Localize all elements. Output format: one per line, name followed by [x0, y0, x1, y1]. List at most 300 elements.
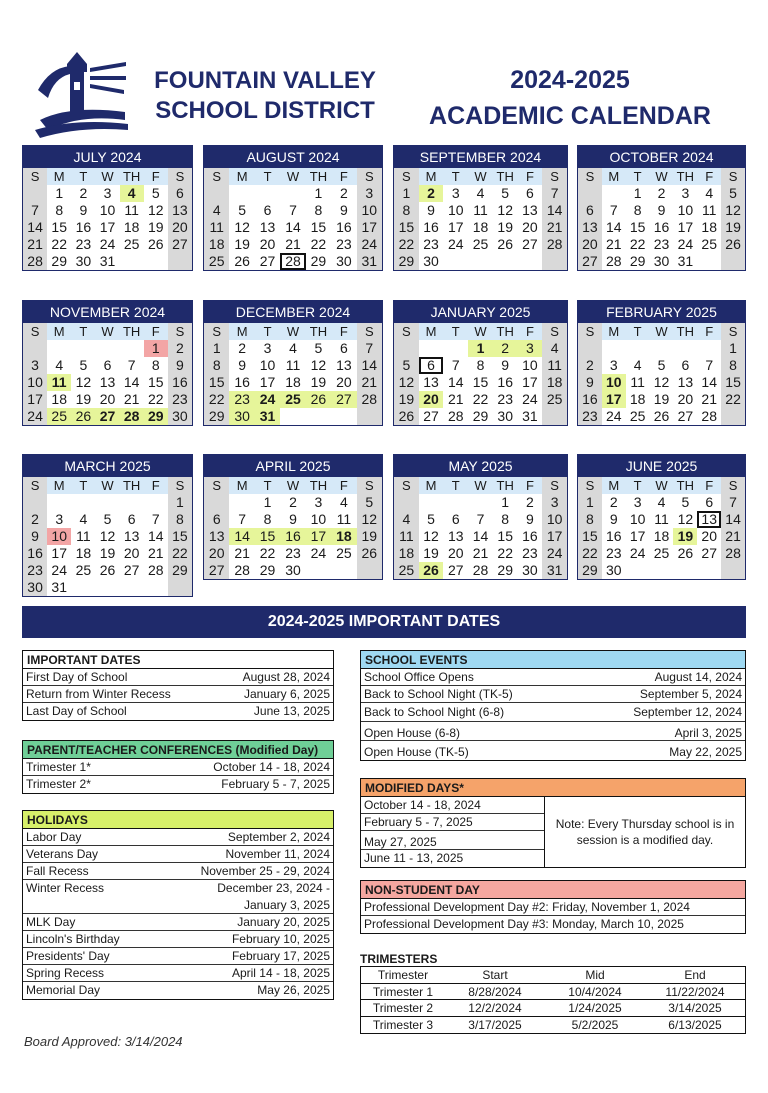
day-cell: 11 — [47, 374, 71, 391]
table-cell: Trimester 2 — [372, 1001, 434, 1015]
day-cell: 2 — [168, 340, 192, 357]
day-cell — [721, 253, 745, 270]
weekday-header — [204, 477, 382, 494]
day-cell: 16 — [23, 545, 47, 562]
month-calendar — [393, 454, 568, 580]
day-cell: 29 — [204, 408, 229, 425]
day-cell: 19 — [497, 219, 513, 235]
day-cell: 23 — [605, 545, 622, 561]
week-row — [578, 511, 745, 528]
row-label: Professional Development Day #2: Friday, November 1, 2024 — [364, 900, 690, 914]
day-cell: 23 — [168, 391, 192, 408]
day-cell: 15 — [472, 374, 489, 390]
weekday-label: F — [331, 477, 356, 494]
day-cell: 25 — [280, 391, 305, 408]
day-cell: 25 — [472, 236, 489, 252]
week-row — [23, 408, 192, 425]
weekday-label: S — [394, 168, 419, 185]
weekday-label: W — [280, 477, 305, 494]
weekday-label: T — [626, 477, 650, 494]
weekday-label: M — [229, 168, 254, 185]
weekday-label: TH — [120, 323, 144, 340]
day-cell: 14 — [357, 357, 382, 374]
week-row — [23, 545, 192, 562]
day-cell: 31 — [357, 253, 382, 270]
day-cell: 5 — [501, 185, 510, 201]
day-cell: 29 — [259, 562, 276, 578]
week-row — [23, 528, 192, 545]
day-cell: 23 — [497, 391, 513, 407]
day-cell: 28 — [447, 408, 464, 424]
day-cell: 24 — [51, 562, 67, 578]
table-row — [361, 916, 745, 933]
day-cell: 4 — [204, 202, 229, 219]
week-row — [578, 374, 745, 391]
day-cell: 11 — [630, 374, 645, 390]
day-cell: 25 — [75, 562, 92, 578]
day-cell: 9 — [289, 511, 297, 527]
day-cell: 3 — [23, 357, 47, 374]
weekday-label: T — [443, 323, 468, 340]
table-row — [361, 722, 745, 741]
day-cell: 14 — [701, 374, 717, 390]
day-cell: 19 — [147, 219, 164, 235]
day-cell: 31 — [99, 253, 116, 269]
day-cell: 20 — [259, 236, 276, 252]
day-cell — [71, 579, 95, 596]
day-cell: 6 — [705, 494, 714, 510]
day-cell: 16 — [234, 374, 250, 390]
day-cell: 18 — [472, 219, 489, 235]
day-cell: 16 — [280, 528, 305, 545]
day-cell: 24 — [447, 236, 464, 252]
weekday-label: W — [95, 168, 119, 185]
table-cell: Trimester 3 — [372, 1017, 434, 1032]
row-date: September 2, 2024 — [227, 830, 330, 844]
day-cell: 31 — [255, 408, 280, 425]
day-cell: 2 — [23, 511, 47, 528]
day-cell: 14 — [229, 528, 254, 545]
weekday-label: TH — [493, 477, 518, 494]
week-row — [578, 528, 745, 545]
month-title: JANUARY 2025 — [394, 301, 567, 323]
day-cell: 9 — [526, 511, 534, 527]
day-cell: 27 — [447, 562, 464, 578]
table-row — [361, 741, 745, 760]
day-cell: 20 — [677, 391, 694, 407]
day-cell: 4 — [339, 494, 348, 510]
weekday-label: W — [650, 168, 674, 185]
day-cell: 1 — [633, 185, 642, 201]
day-cell — [721, 562, 745, 579]
weekday-label: T — [71, 168, 95, 185]
weekday-header — [204, 168, 382, 185]
weekday-label: T — [255, 168, 280, 185]
column-header: End — [684, 968, 706, 982]
day-cell: 27 — [578, 253, 602, 270]
day-cell: 11 — [394, 528, 419, 545]
day-cell: 1 — [394, 185, 419, 202]
row-date: February 5 - 7, 2025 — [221, 777, 330, 791]
week-row — [204, 408, 382, 425]
day-cell: 15 — [310, 219, 327, 235]
day-cell: 10 — [23, 374, 47, 391]
week-row — [394, 253, 567, 270]
day-cell: 16 — [653, 219, 670, 235]
row-label: Winter Recess — [26, 881, 105, 895]
day-cell: 9 — [578, 374, 602, 391]
week-row — [204, 528, 382, 545]
day-cell: 6 — [578, 202, 602, 219]
day-cell: 6 — [526, 185, 534, 201]
day-cell: 11 — [654, 511, 669, 527]
day-cell: 15 — [629, 219, 646, 235]
month-title: APRIL 2025 — [204, 455, 382, 477]
row-label: Trimester 1* — [26, 760, 91, 774]
day-cell: 18 — [75, 545, 92, 561]
weekday-label: W — [468, 168, 493, 185]
day-cell: 26 — [394, 408, 419, 425]
day-cell: 5 — [681, 494, 690, 510]
day-cell — [120, 579, 144, 596]
day-cell: 21 — [123, 391, 140, 407]
week-row — [204, 494, 382, 511]
day-cell — [443, 253, 468, 270]
day-cell: 6 — [339, 340, 348, 356]
week-row — [394, 219, 567, 236]
month-calendar — [203, 300, 383, 426]
week-row — [23, 579, 192, 596]
row-date: January 6, 2025 — [243, 687, 330, 701]
table-row — [23, 829, 333, 846]
day-cell: 11 — [701, 202, 717, 218]
day-cell: 29 — [144, 408, 168, 425]
weekday-label: F — [518, 477, 543, 494]
day-cell: 3 — [633, 494, 642, 510]
week-row — [394, 408, 567, 425]
week-row — [578, 236, 745, 253]
district-line1: FOUNTAIN VALLEY — [154, 67, 376, 94]
table-row — [23, 982, 333, 999]
day-cell: 9 — [427, 202, 435, 218]
week-row — [578, 408, 745, 425]
day-cell: 14 — [123, 374, 140, 390]
day-cell: 25 — [336, 545, 352, 561]
day-cell: 27 — [168, 236, 192, 253]
weekday-label: M — [419, 477, 444, 494]
day-cell: 4 — [289, 340, 297, 356]
day-cell: 2 — [526, 494, 534, 510]
month-title: MAY 2025 — [394, 455, 567, 477]
day-cell: 4 — [705, 185, 714, 201]
table-cell: 6/13/2025 — [668, 1017, 722, 1032]
row-date-line1: December 23, 2024 - — [217, 881, 330, 895]
day-cell: 17 — [23, 391, 47, 408]
day-cell: 3 — [518, 340, 543, 357]
day-cell: 8 — [721, 357, 745, 374]
row-date: November 11, 2024 — [225, 847, 330, 861]
day-cell: 9 — [23, 528, 47, 545]
day-cell: 24 — [542, 545, 567, 562]
day-cell: 18 — [51, 391, 67, 407]
weekday-label: S — [357, 168, 382, 185]
row-label: Labor Day — [26, 830, 82, 844]
month-title: FEBRUARY 2025 — [578, 301, 745, 323]
day-cell: 28 — [280, 253, 305, 270]
table-row — [361, 797, 544, 814]
row-date: October 14 - 18, 2024 — [364, 798, 481, 812]
modified-days-title: MODIFIED DAYS* — [361, 779, 745, 797]
day-cell: 7 — [542, 185, 567, 202]
weekday-label: TH — [120, 477, 144, 494]
day-cell: 12 — [721, 202, 745, 219]
day-cell: 11 — [204, 219, 229, 236]
day-cell: 4 — [657, 494, 666, 510]
day-cell: 12 — [423, 528, 439, 544]
day-cell — [419, 340, 444, 357]
district-line2: SCHOOL DISTRICT — [155, 97, 375, 124]
day-cell — [23, 185, 47, 202]
day-cell: 1 — [144, 340, 168, 357]
week-row — [394, 185, 567, 202]
day-cell: 7 — [23, 202, 47, 219]
month-title: JUNE 2025 — [578, 455, 745, 477]
day-cell: 30 — [653, 253, 670, 269]
holidays-title: HOLIDAYS — [23, 811, 333, 829]
day-cell: 15 — [204, 374, 229, 391]
modified-days-note: Note: Every Thursday school is in session is a modified day. — [555, 817, 735, 847]
day-cell: 13 — [423, 374, 439, 390]
day-cell: 16 — [497, 374, 513, 390]
table-row — [23, 686, 333, 703]
weekday-label: W — [650, 477, 674, 494]
day-cell: 9 — [609, 511, 618, 527]
row-date: May 26, 2025 — [257, 983, 330, 997]
table-row — [361, 1000, 745, 1017]
day-cell: 13 — [447, 528, 464, 544]
day-cell: 23 — [285, 545, 301, 561]
day-cell — [650, 340, 674, 357]
weekday-label: TH — [120, 168, 144, 185]
day-cell — [697, 253, 721, 270]
day-cell: 12 — [677, 511, 694, 527]
day-cell: 3 — [103, 185, 112, 201]
holidays-table — [22, 810, 334, 1000]
day-cell: 22 — [629, 236, 646, 252]
day-cell — [443, 340, 468, 357]
day-cell: 10 — [677, 202, 694, 218]
day-cell: 21 — [357, 374, 382, 391]
day-cell: 26 — [677, 545, 694, 561]
day-cell: 15 — [51, 219, 67, 235]
day-cell: 20 — [419, 391, 444, 408]
row-date — [217, 880, 330, 914]
day-cell: 6 — [204, 511, 229, 528]
day-cell: 20 — [168, 219, 192, 236]
weekday-label: M — [419, 323, 444, 340]
row-date: November 25 - 29, 2024 — [200, 864, 330, 878]
day-cell: 7 — [476, 511, 485, 527]
day-cell — [697, 562, 721, 579]
day-cell: 4 — [79, 511, 88, 527]
day-cell — [23, 494, 47, 511]
day-cell: 24 — [357, 236, 382, 253]
day-cell: 25 — [204, 253, 229, 270]
day-cell — [255, 185, 280, 202]
weekday-label: S — [578, 168, 602, 185]
day-cell — [602, 340, 626, 357]
day-cell: 12 — [394, 374, 419, 391]
weekday-label: W — [95, 477, 119, 494]
day-cell: 18 — [629, 391, 646, 407]
day-cell: 19 — [394, 391, 419, 408]
school-events-title: SCHOOL EVENTS — [361, 651, 745, 669]
day-cell — [468, 494, 493, 511]
day-cell: 26 — [71, 408, 95, 425]
day-cell: 10 — [47, 528, 71, 545]
day-cell: 1 — [721, 340, 745, 357]
day-cell — [394, 494, 419, 511]
day-cell: 12 — [147, 202, 164, 218]
week-row — [578, 219, 745, 236]
weekday-header — [23, 477, 192, 494]
weekday-label: F — [697, 168, 721, 185]
day-cell: 3 — [681, 185, 690, 201]
day-cell: 8 — [314, 202, 323, 218]
header — [0, 0, 768, 140]
weekday-label: TH — [673, 323, 697, 340]
day-cell: 13 — [522, 202, 538, 218]
row-date: August 28, 2024 — [242, 670, 330, 684]
day-cell: 7 — [609, 202, 618, 218]
day-cell: 24 — [677, 236, 694, 252]
weekday-label: W — [650, 323, 674, 340]
day-cell: 18 — [331, 528, 356, 545]
week-row — [578, 185, 745, 202]
weekday-label: S — [204, 168, 229, 185]
week-row — [394, 236, 567, 253]
day-cell: 2 — [419, 185, 444, 202]
weekday-label: M — [229, 323, 254, 340]
day-cell: 17 — [51, 545, 67, 561]
week-row — [23, 562, 192, 579]
day-cell: 19 — [310, 374, 327, 390]
day-cell: 11 — [542, 357, 567, 374]
day-cell: 23 — [522, 545, 538, 561]
day-cell: 9 — [79, 202, 88, 218]
day-cell: 25 — [629, 408, 646, 424]
day-cell: 11 — [124, 202, 139, 218]
day-cell: 24 — [605, 408, 622, 424]
day-cell: 25 — [653, 545, 670, 561]
table-row — [361, 686, 745, 703]
day-cell: 20 — [447, 545, 464, 561]
weekday-header — [23, 323, 192, 340]
day-cell: 19 — [75, 391, 92, 407]
board-approved-note: Board Approved: 3/14/2024 — [24, 1034, 183, 1049]
day-cell: 13 — [336, 357, 352, 373]
day-cell: 6 — [451, 511, 460, 527]
day-cell: 28 — [147, 562, 164, 578]
week-row — [23, 374, 192, 391]
day-cell: 9 — [339, 202, 348, 218]
day-cell: 9 — [168, 357, 192, 374]
day-cell: 3 — [263, 340, 272, 356]
day-cell: 14 — [23, 219, 47, 236]
week-row — [578, 340, 745, 357]
row-label: Trimester 2* — [26, 777, 91, 791]
day-cell: 14 — [285, 219, 301, 235]
day-cell: 10 — [542, 511, 567, 528]
day-cell: 4 — [394, 511, 419, 528]
table-row — [361, 831, 544, 850]
day-cell: 23 — [653, 236, 670, 252]
weekday-label: S — [357, 477, 382, 494]
month-title: OCTOBER 2024 — [578, 146, 745, 168]
day-cell: 19 — [721, 219, 745, 236]
day-cell: 7 — [238, 511, 247, 527]
day-cell: 11 — [76, 528, 91, 544]
week-row — [23, 494, 192, 511]
day-cell: 25 — [542, 391, 567, 408]
day-cell: 3 — [609, 357, 618, 373]
day-cell: 2 — [493, 340, 518, 357]
day-cell: 23 — [423, 236, 439, 252]
day-cell: 21 — [447, 391, 464, 407]
modified-days-list — [361, 797, 545, 867]
day-cell: 16 — [336, 219, 352, 235]
day-cell: 26 — [419, 562, 444, 579]
day-cell — [578, 340, 602, 357]
day-cell: 9 — [238, 357, 247, 373]
day-cell: 4 — [120, 185, 144, 202]
weekday-label: F — [518, 323, 543, 340]
day-cell: 13 — [259, 219, 276, 235]
weekday-label: M — [229, 477, 254, 494]
day-cell: 21 — [721, 528, 745, 545]
week-row — [204, 340, 382, 357]
day-cell: 13 — [578, 219, 602, 236]
row-label: Spring Recess — [26, 966, 105, 980]
weekday-label: W — [468, 323, 493, 340]
day-cell: 18 — [701, 219, 717, 235]
weekday-label: M — [602, 168, 626, 185]
row-date: April 14 - 18, 2025 — [231, 966, 330, 980]
day-cell: 27 — [423, 408, 439, 424]
day-cell: 28 — [120, 408, 144, 425]
day-cell: 13 — [204, 528, 229, 545]
weekday-label: T — [443, 477, 468, 494]
day-cell: 13 — [123, 528, 140, 544]
day-cell: 4 — [633, 357, 642, 373]
day-cell — [443, 494, 468, 511]
day-cell: 17 — [447, 219, 464, 235]
important-dates-banner: 2024-2025 IMPORTANT DATES — [22, 606, 746, 638]
row-label: Last Day of School — [26, 704, 127, 718]
day-cell: 15 — [394, 219, 419, 236]
day-cell: 22 — [578, 545, 602, 562]
day-cell: 17 — [259, 374, 276, 390]
week-row — [394, 528, 567, 545]
day-cell: 20 — [123, 545, 140, 561]
day-cell: 2 — [289, 494, 297, 510]
row-date: October 14 - 18, 2024 — [213, 760, 330, 774]
day-cell: 27 — [522, 236, 538, 252]
day-cell: 8 — [204, 357, 229, 374]
day-cell — [419, 494, 444, 511]
row-label: Open House (TK-5) — [364, 745, 469, 759]
day-cell: 17 — [602, 391, 626, 408]
